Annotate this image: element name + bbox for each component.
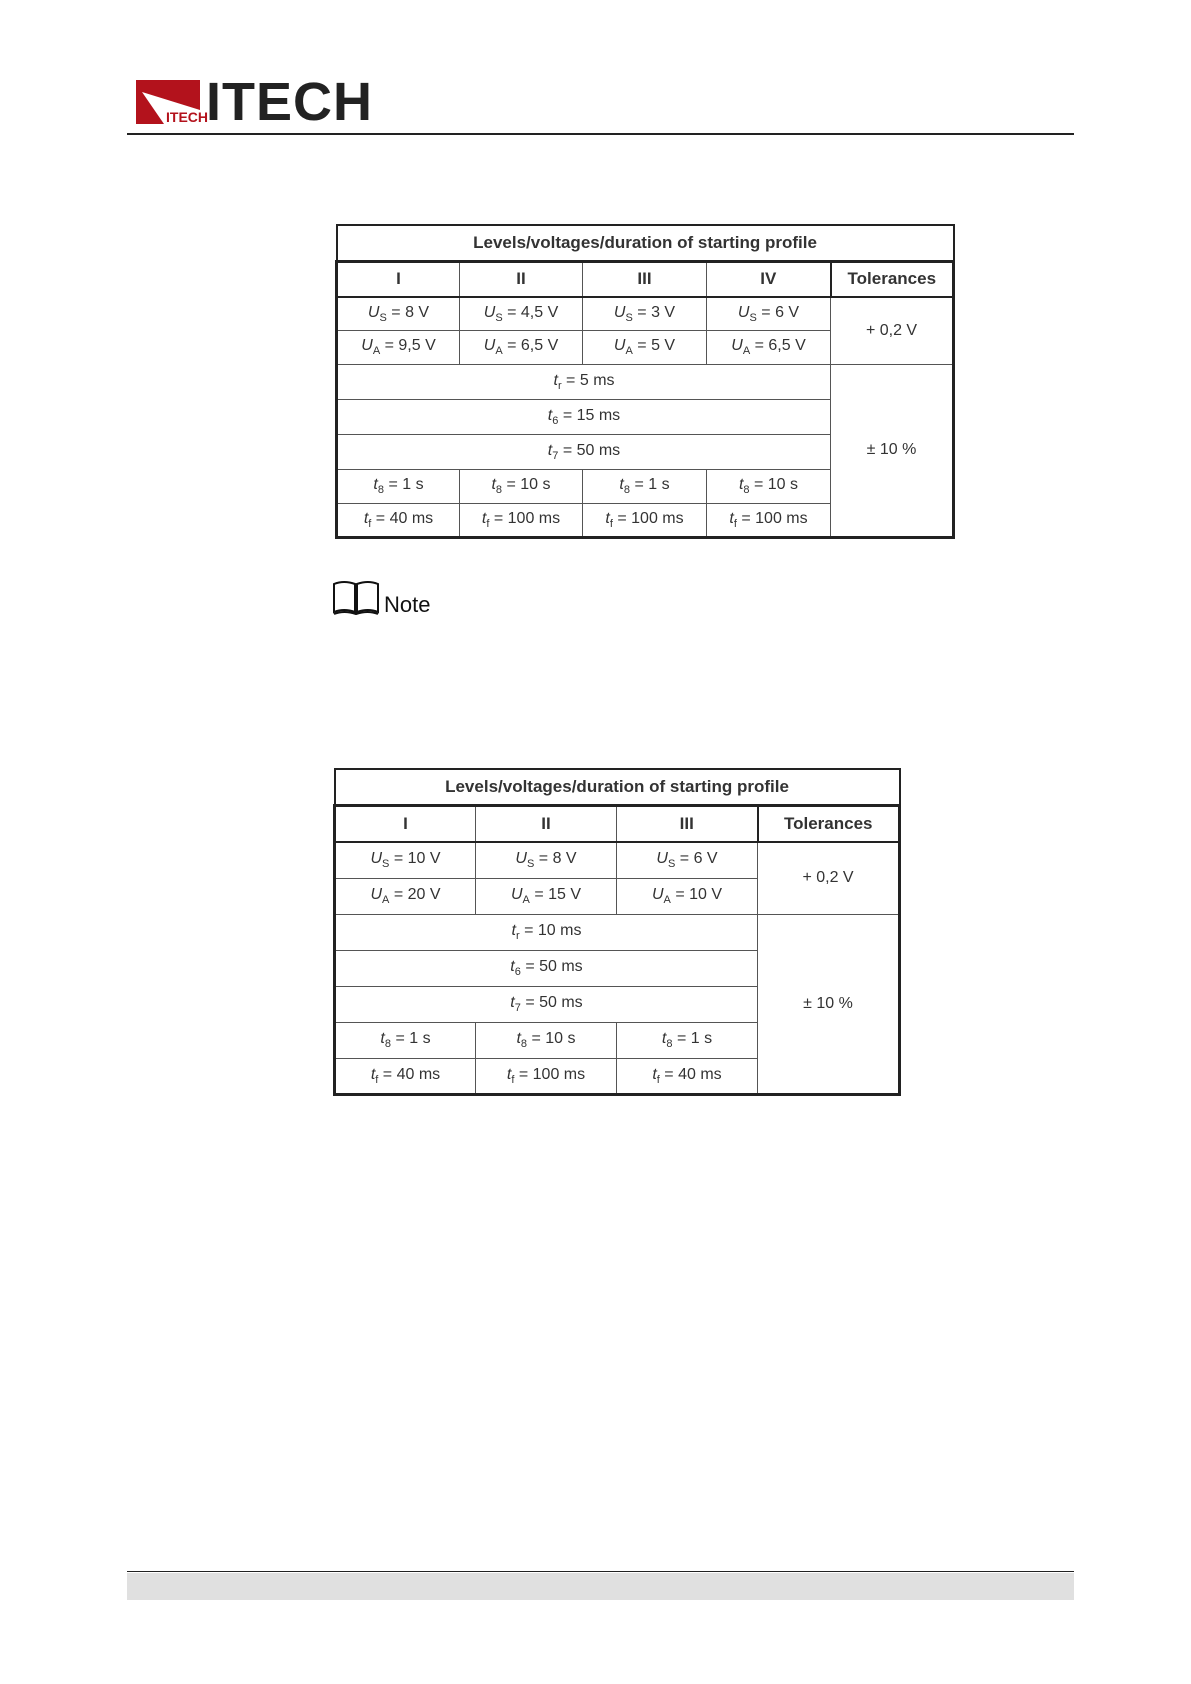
column-header: III: [617, 805, 758, 842]
us-cell: $U_S = 8$ V: [337, 297, 460, 330]
us-cell: $U_S = 6$ V: [707, 297, 831, 330]
table-title: Levels/voltages/duration of starting profile: [337, 225, 954, 261]
tf-cell: $t_f = 40$ ms: [337, 503, 460, 537]
column-header: III: [583, 261, 707, 297]
t8-cell: $t_8 = 1$ s: [335, 1022, 476, 1058]
column-header: IV: [707, 261, 831, 297]
us-cell: $U_S = 3$ V: [583, 297, 707, 330]
ua-cell: $U_A = 6,5$ V: [707, 330, 831, 364]
logo-badge-text: ITECH: [166, 109, 208, 125]
t6-cell: $t_6 = 15$ ms: [337, 399, 831, 434]
footer-divider: [127, 1571, 1074, 1572]
starting-profile-table-1: [335, 224, 955, 539]
tf-cell: $t_f = 100$ ms: [460, 503, 583, 537]
tf-cell: $t_f = 100$ ms: [476, 1058, 617, 1094]
ua-cell: $U_A = 15$ V: [476, 878, 617, 914]
itech-logo: [136, 72, 373, 132]
t8-cell: $t_8 = 10$ s: [707, 469, 831, 503]
logo-badge-icon: [136, 80, 208, 125]
column-header: II: [476, 805, 617, 842]
t8-cell: $t_8 = 10$ s: [476, 1022, 617, 1058]
t8-cell: $t_8 = 1$ s: [583, 469, 707, 503]
ua-cell: $U_A = 6,5$ V: [460, 330, 583, 364]
us-cell: $U_S = 8$ V: [476, 842, 617, 878]
voltage-tolerance: + 0,2 V: [758, 842, 900, 914]
us-cell: $U_S = 6$ V: [617, 842, 758, 878]
tf-cell: $t_f = 100$ ms: [707, 503, 831, 537]
tr-cell: $t_r = 10$ ms: [335, 914, 758, 950]
column-header: I: [337, 261, 460, 297]
t8-cell: $t_8 = 1$ s: [337, 469, 460, 503]
tf-cell: $t_f = 40$ ms: [335, 1058, 476, 1094]
book-icon: [332, 580, 380, 616]
us-cell: $U_S = 4,5$ V: [460, 297, 583, 330]
ua-cell: $U_A = 20$ V: [335, 878, 476, 914]
tf-cell: $t_f = 100$ ms: [583, 503, 707, 537]
time-tolerance: ± 10 %: [758, 914, 900, 1094]
header-divider: [127, 133, 1074, 135]
tolerances-header: Tolerances: [831, 261, 954, 297]
time-tolerance: ± 10 %: [831, 364, 954, 537]
ua-cell: $U_A = 5$ V: [583, 330, 707, 364]
starting-profile-table-2: [333, 768, 901, 1096]
t7-cell: $t_7 = 50$ ms: [335, 986, 758, 1022]
column-header: I: [335, 805, 476, 842]
ua-cell: $U_A = 10$ V: [617, 878, 758, 914]
us-cell: $U_S = 10$ V: [335, 842, 476, 878]
ua-cell: $U_A = 9,5$ V: [337, 330, 460, 364]
note-label: Note: [384, 592, 431, 617]
footer-bar: [127, 1573, 1074, 1600]
t8-cell: $t_8 = 1$ s: [617, 1022, 758, 1058]
table-title: Levels/voltages/duration of starting profile: [335, 769, 900, 805]
tf-cell: $t_f = 40$ ms: [617, 1058, 758, 1094]
t6-cell: $t_6 = 50$ ms: [335, 950, 758, 986]
t7-cell: $t_7 = 50$ ms: [337, 434, 831, 469]
voltage-tolerance: + 0,2 V: [831, 297, 954, 364]
note-callout: [332, 580, 430, 616]
logo-wordmark: ITECH: [206, 72, 373, 132]
t8-cell: $t_8 = 10$ s: [460, 469, 583, 503]
tr-cell: $t_r = 5$ ms: [337, 364, 831, 399]
tolerances-header: Tolerances: [758, 805, 900, 842]
column-header: II: [460, 261, 583, 297]
